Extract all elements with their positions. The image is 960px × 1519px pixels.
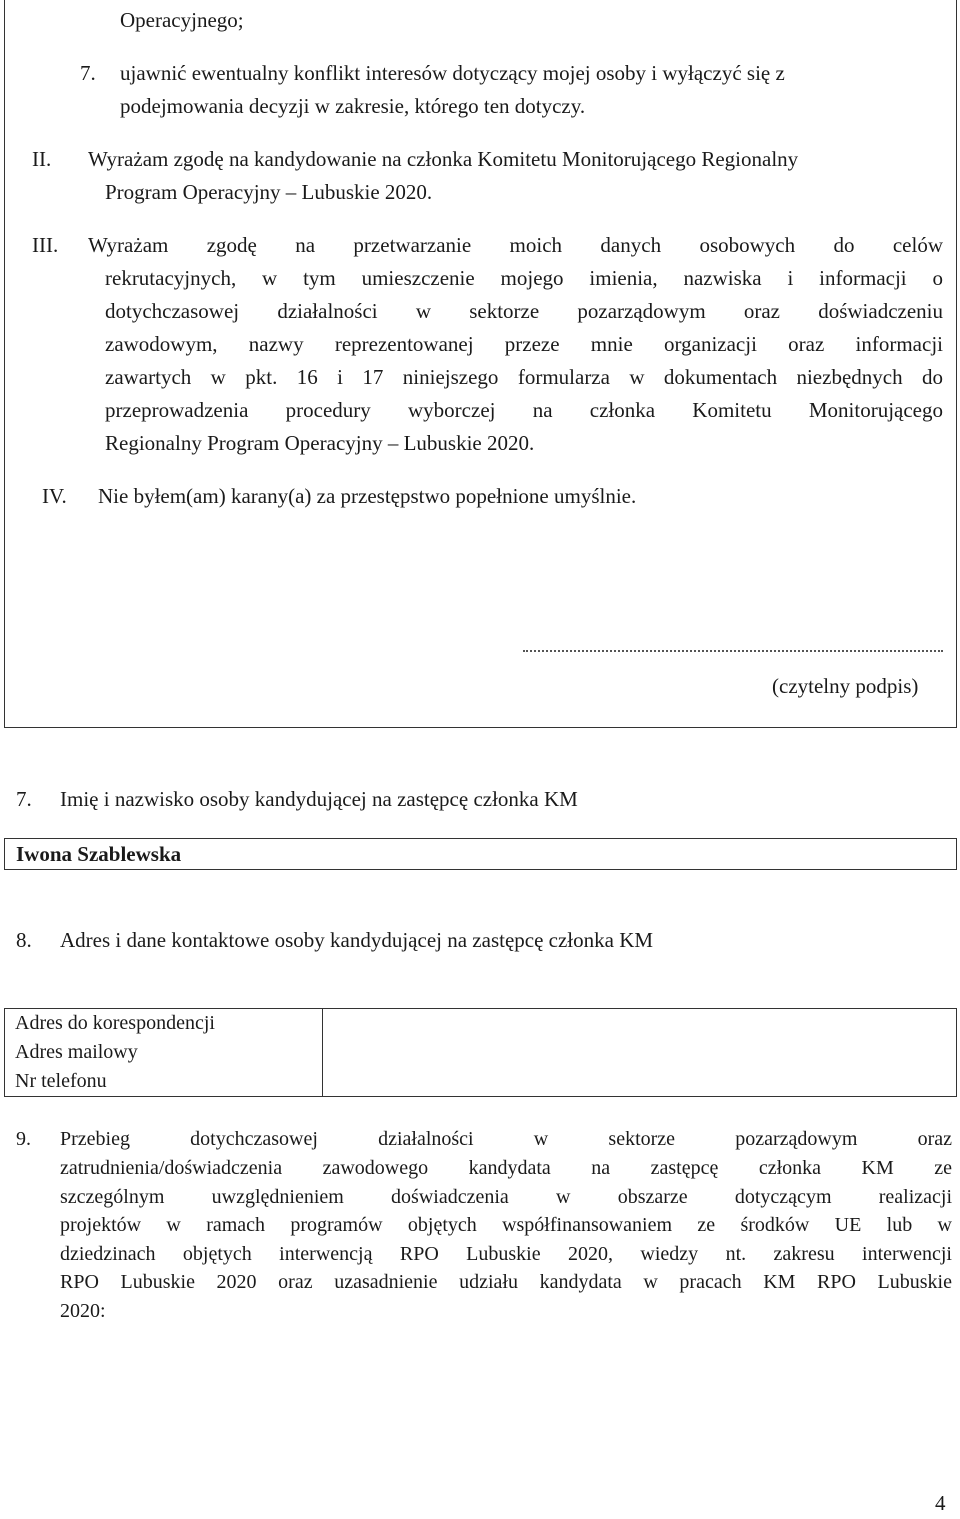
section-9-line-7: 2020: <box>60 1300 106 1322</box>
contact-label-email: Adres mailowy <box>15 1041 138 1063</box>
contact-label-phone: Nr telefonu <box>15 1070 107 1092</box>
candidate-name-value: Iwona Szablewska <box>16 842 182 866</box>
item-7-line-2: podejmowania decyzji w zakresie, którego ten dotyczy. <box>120 94 586 118</box>
item-III-line-1: Wyrażam zgodę na przetwarzanie moich danych osobowych do celów <box>88 233 943 257</box>
item-III-line-2: rekrutacyjnych, w tym umieszczenie mojego imienia, nazwiska i informacji o <box>105 266 943 290</box>
item-III-line-3: dotychczasowej działalności w sektorze pozarządowym oraz doświadczeniu <box>105 299 943 323</box>
item-II-line-2: Program Operacyjny – Lubuskie 2020. <box>105 180 433 204</box>
item-7-line-1: ujawnić ewentualny konflikt interesów dotyczący mojej osoby i wyłączyć się z <box>120 61 785 85</box>
contact-values-cell[interactable] <box>323 1009 957 1097</box>
contact-table <box>4 1008 957 1097</box>
section-7-label: Imię i nazwisko osoby kandydującej na zastępcę członka KM <box>60 787 578 811</box>
item-7-number: 7. <box>80 61 96 85</box>
item-II-line-1: Wyrażam zgodę na kandydowanie na członka Komitetu Monitorującego Regionalny <box>88 147 799 171</box>
continuation-text: Operacyjnego; <box>120 8 244 32</box>
section-9-line-4: projektów w ramach programów objętych współfinansowaniem ze środków UE lub w <box>60 1214 952 1236</box>
item-III-line-6: przeprowadzenia procedury wyborczej na członka Komitetu Monitorującego <box>105 398 943 422</box>
item-IV-number: IV. <box>42 484 67 508</box>
section-9-line-6: RPO Lubuskie 2020 oraz uzasadnienie udziału kandydata w pracach KM RPO Lubuskie <box>60 1271 952 1293</box>
section-8-number: 8. <box>16 928 32 952</box>
signature-label: (czytelny podpis) <box>772 674 919 698</box>
contact-labels-cell <box>5 1009 323 1097</box>
page-number: 4 <box>935 1491 946 1515</box>
item-III-line-4: zawodowym, nazwy reprezentowanej przeze mnie organizacji oraz informacji <box>105 332 943 356</box>
signature-line <box>523 650 943 652</box>
section-9-line-5: dziedzinach objętych interwencją RPO Lubuskie 2020, wiedzy nt. zakresu interwencji <box>60 1243 952 1265</box>
section-9-line-1: Przebieg dotychczasowej działalności w sektorze pozarządowym oraz <box>60 1128 952 1150</box>
candidate-name-field[interactable] <box>4 838 957 870</box>
section-7-number: 7. <box>16 787 32 811</box>
item-III-line-5: zawartych w pkt. 16 i 17 niniejszego formularza w dokumentach niezbędnych do <box>105 365 943 389</box>
item-II-number: II. <box>32 147 52 171</box>
section-8-label: Adres i dane kontaktowe osoby kandydującej na zastępcę członka KM <box>60 928 654 952</box>
item-III-number: III. <box>32 233 59 257</box>
section-9-line-2: zatrudnienia/doświadczenia zawodowego kandydata na zastępcę członka KM ze <box>60 1157 952 1179</box>
item-III-line-7: Regionalny Program Operacyjny – Lubuskie 2020. <box>105 431 535 455</box>
section-9-line-3: szczególnym uwzględnieniem doświadczenia w obszarze dotyczącym realizacji <box>60 1186 952 1208</box>
contact-label-address: Adres do korespondencji <box>15 1012 215 1034</box>
item-IV-text: Nie byłem(am) karany(a) za przestępstwo popełnione umyślnie. <box>98 484 637 508</box>
section-9-number: 9. <box>16 1128 31 1150</box>
